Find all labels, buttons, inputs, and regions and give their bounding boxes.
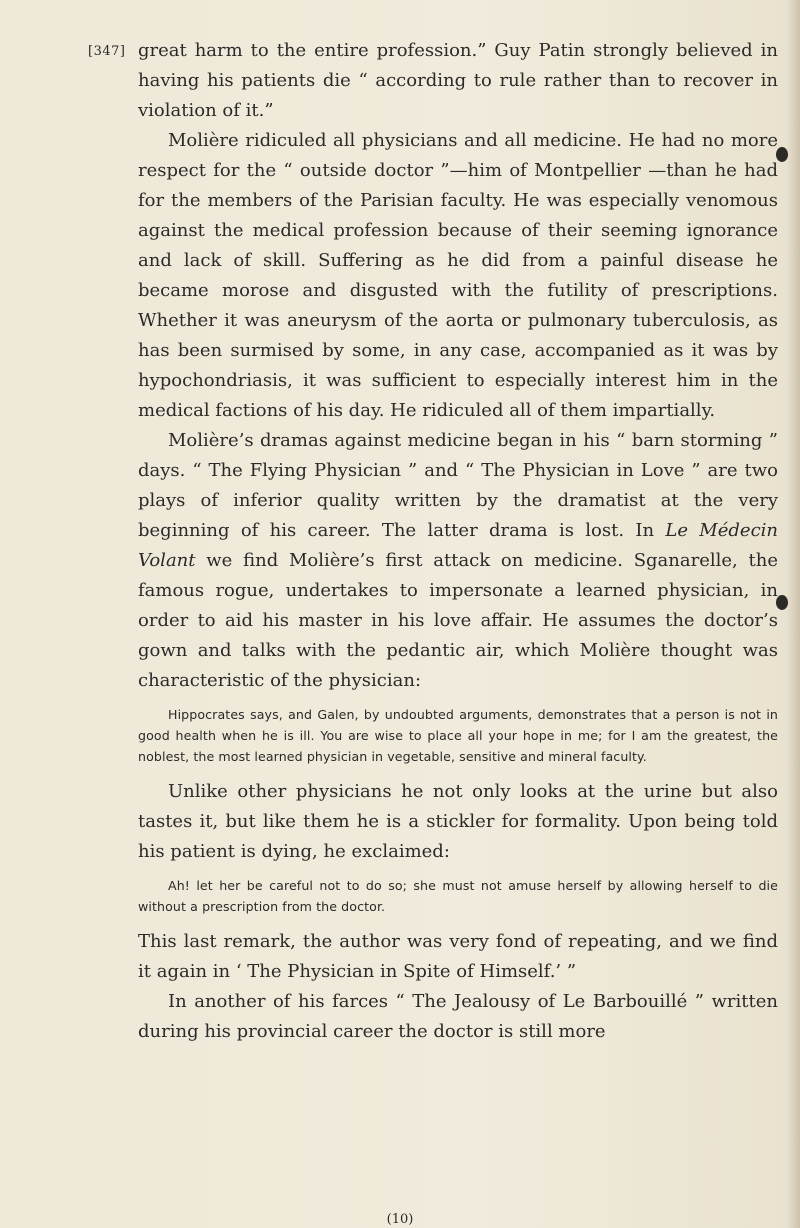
paragraph-3	[138, 426, 778, 696]
page-edge-shadow	[786, 0, 800, 1228]
page-number: (10)	[386, 1212, 414, 1227]
paragraph-5: This last remark, the author was very fond of repeating, and we find it again in ‘ The Physician in Spite of Himself.’ ”	[138, 931, 778, 982]
page-reference: [347]	[88, 44, 126, 59]
block-quote-1: Hippocrates says, and Galen, by undoubted arguments, demonstrates that a person is not in good health when he is ill. You are wise to place all your hope in me; for I am the greatest, the noblest, the most learned physician in vegetable, sensitive and mineral faculty.	[138, 707, 778, 764]
paragraph-6: In another of his farces “ The Jealousy of Le Barbouillé ” written during his provincial career the doctor is still more	[138, 991, 778, 1042]
paragraph-1-text: great harm to the entire profession.” Guy Patin strongly believed in having his patients die “ according to rule rather than to recover in violation of it.”	[138, 40, 778, 121]
paragraph-2: Molière ridiculed all physicians and all medicine. He had no more respect for the “ outside doctor ”—him of Montpellier —than he had for the members of the Parisian faculty. He was especially venomous against the medical profession because of their seeming ignorance and lack of skill. Suffering as he did from a painful disease he became morose and disgusted with the futility of prescriptions. Whether it was aneurysm of the aorta or pulmonary tuberculosis, as has been surmised by some, in any case, accompanied as it was by hypochondriasis, it was sufficient to especially interest him in the medical factions of his day. He ridiculed all of them impartially.	[138, 130, 778, 421]
play-title: Le Médecin Volant	[138, 520, 778, 571]
body-text	[88, 36, 778, 1047]
block-quote-2: Ah! let her be careful not to do so; she must not amuse herself by allowing herself to die without a prescription from the doctor.	[138, 878, 778, 914]
paragraph-3-part-1: Molière’s dramas against medicine began in his “ barn storming ” days. “ The Flying Physician ” and “ The Physician in Love ” are two plays of inferior quality written by the dramatist at the very beginning of his career. The latter drama is lost. In	[138, 430, 778, 541]
paragraph-3-part-2: we find Molière’s first attack on medicine. Sganarelle, the famous rogue, undertakes to impersonate a learned physician, in order to aid his master in his love affair. He assumes the doctor’s gown and talks with the pedantic air, which Molière thought was characteristic of the physician:	[138, 550, 778, 691]
paragraph-4: Unlike other physicians he not only looks at the urine but also tastes it, but like them he is a stickler for formality. Upon being told his patient is dying, he exclaimed:	[138, 781, 778, 862]
paragraph-1	[88, 36, 778, 126]
